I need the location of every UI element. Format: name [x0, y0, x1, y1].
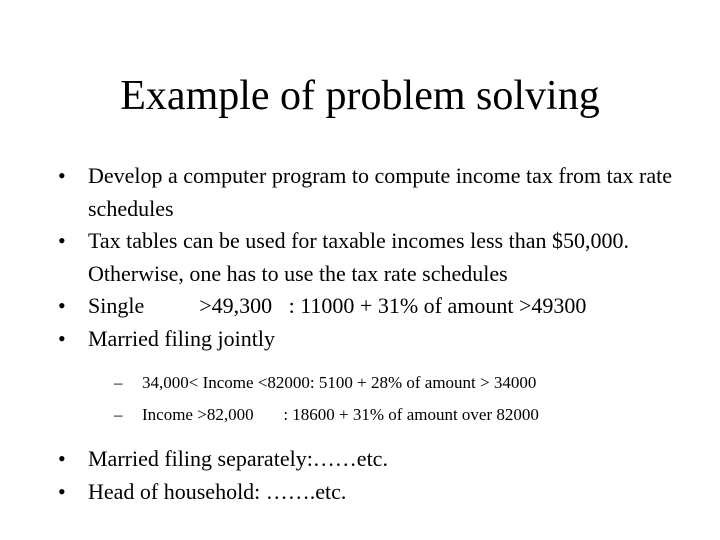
bullet-text: Tax tables can be used for taxable incomes less than $50,000. Otherwise, one has to use the tax rate schedules — [88, 228, 629, 286]
bullet-marker: • — [58, 163, 66, 188]
bullet-marker: • — [58, 446, 66, 471]
sub-bullet-text: Income >82,000 : 18600 + 31% of amount over 82000 — [142, 405, 539, 424]
sub-bullet-marker: – — [114, 373, 123, 392]
bullet-item — [58, 160, 698, 225]
bullet-item — [58, 443, 698, 476]
sub-bullet-item — [114, 399, 698, 431]
bullet-text: Married filing jointly — [88, 325, 275, 351]
bullet-marker: • — [58, 293, 66, 318]
sub-bullet-text: 34,000< Income <82000: 5100 + 28% of amount > 34000 — [142, 373, 537, 392]
bullet-text: Single >49,300 : 11000 + 31% of amount >49300 — [88, 293, 587, 318]
bullet-text: Develop a computer program to compute income tax from tax rate schedules — [88, 163, 673, 221]
sub-bullet-list — [58, 367, 698, 431]
bullet-text: Head of household: …….etc. — [88, 478, 347, 504]
bullet-item — [58, 323, 698, 356]
slide-title: Example of problem solving — [120, 73, 600, 119]
bullet-item — [58, 290, 698, 323]
bullet-marker: • — [58, 325, 66, 351]
bullet-text: Married filing separately:……etc. — [88, 446, 388, 471]
bullet-marker: • — [58, 228, 66, 253]
sub-bullet-item — [114, 367, 698, 399]
bullet-item — [58, 225, 698, 290]
bullet-list — [58, 160, 698, 508]
bullet-item — [58, 476, 698, 509]
sub-bullet-marker: – — [114, 405, 123, 424]
bullet-marker: • — [58, 478, 66, 504]
